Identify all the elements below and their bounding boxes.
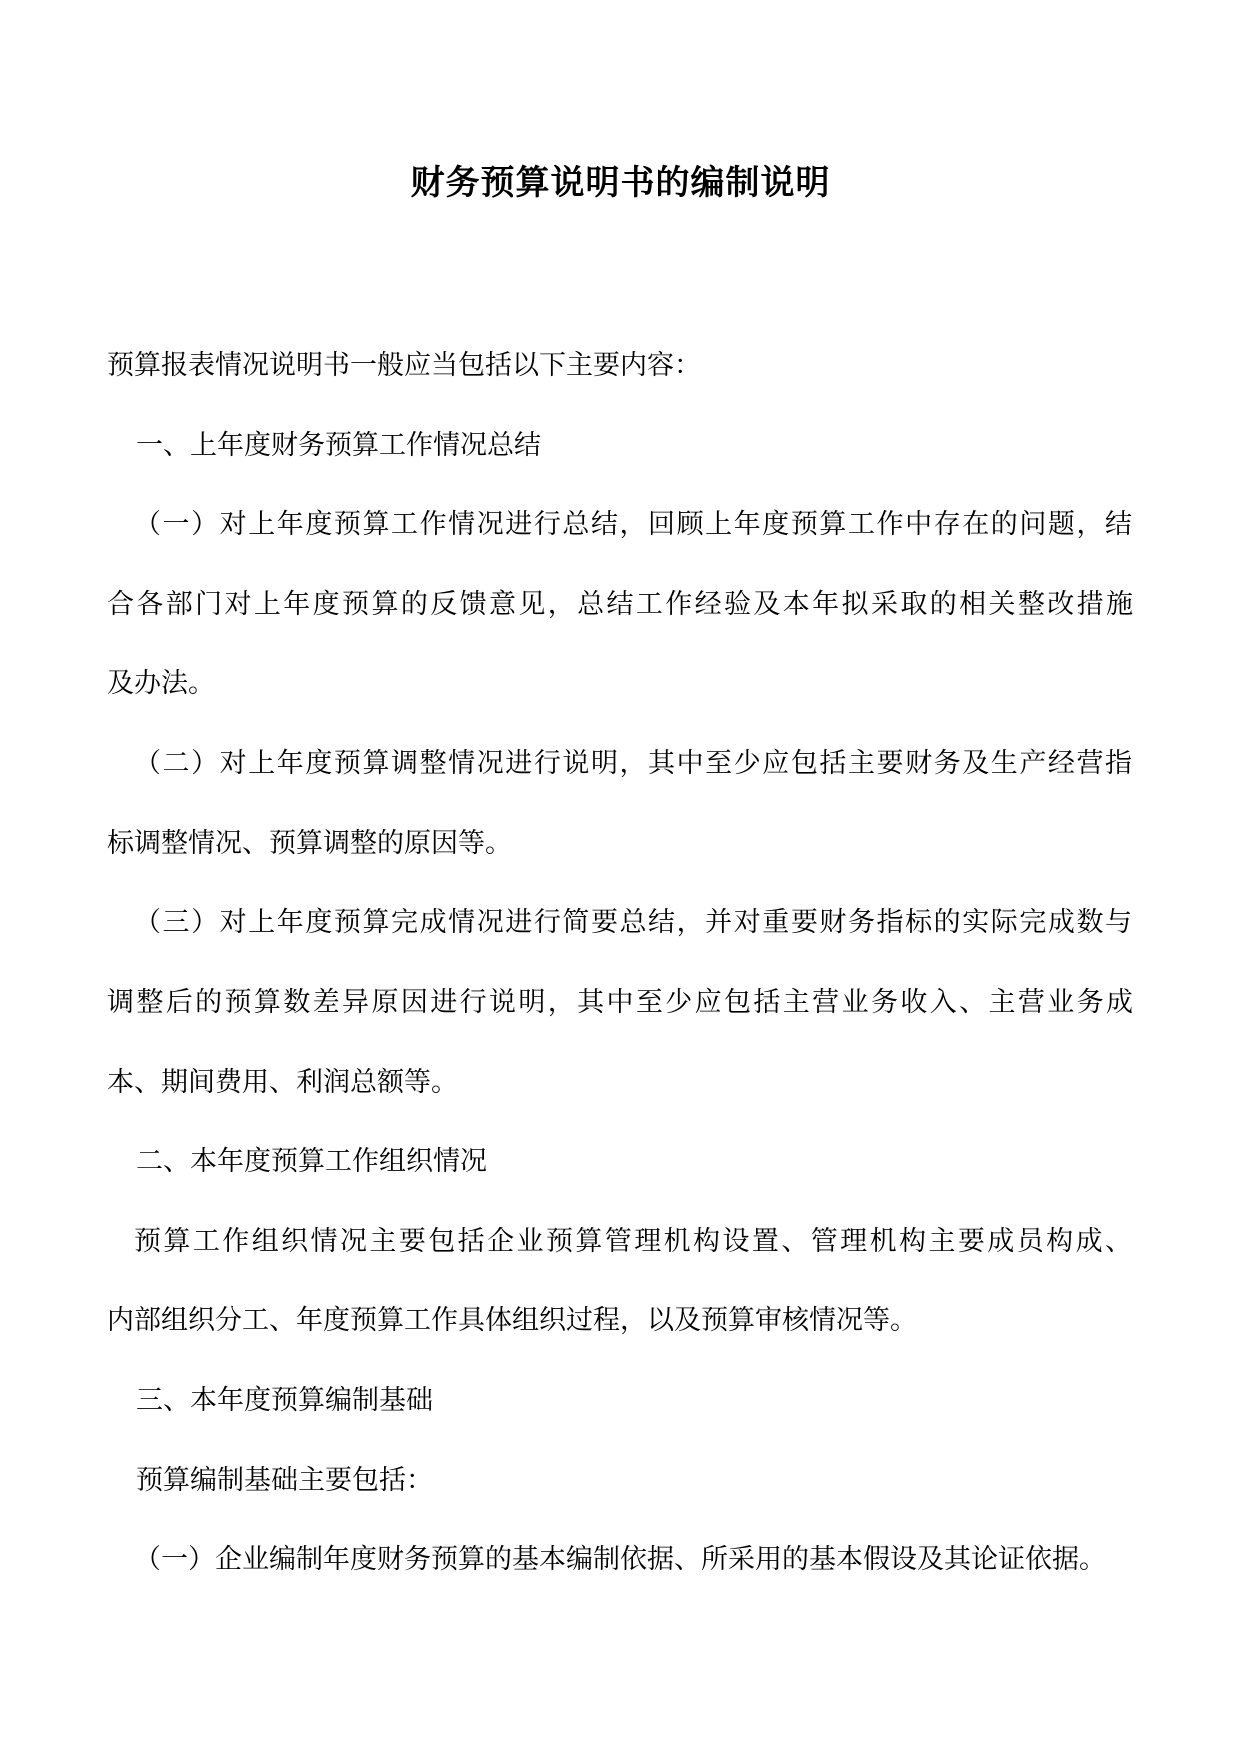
text-line: 及办法。 (107, 668, 215, 699)
text-line: 内部组织分工、年度预算工作具体组织过程，以及预算审核情况等。 (107, 1305, 917, 1336)
document-title: 财务预算说明书的编制说明 (410, 163, 831, 203)
text-line: （一）对上年度预算工作情况进行总结，回顾上年度预算工作中存在的问题，结 (134, 509, 1132, 540)
text-line: 预算编制基础主要包括： (136, 1465, 433, 1496)
text-line: 二、本年度预算工作组织情况 (136, 1146, 487, 1177)
text-line: 预算报表情况说明书一般应当包括以下主要内容： (107, 350, 701, 381)
text-line: 合各部门对上年度预算的反馈意见，总结工作经验及本年拟采取的相关整改措施 (107, 589, 1133, 620)
text-line: 标调整情况、预算调整的原因等。 (107, 828, 512, 859)
text-line: （一）企业编制年度财务预算的基本编制依据、所采用的基本假设及其论证依据。 (134, 1544, 1106, 1575)
text-line: 三、本年度预算编制基础 (136, 1385, 433, 1416)
text-line: 一、上年度财务预算工作情况总结 (136, 430, 541, 461)
text-line: 调整后的预算数差异原因进行说明，其中至少应包括主营业务收入、主营业务成 (107, 987, 1133, 1018)
text-line: 本、期间费用、利润总额等。 (107, 1067, 458, 1098)
text-line: （三）对上年度预算完成情况进行简要总结，并对重要财务指标的实际完成数与 (134, 907, 1132, 938)
text-line: （二）对上年度预算调整情况进行说明，其中至少应包括主要财务及生产经营指 (134, 748, 1132, 779)
text-line: 预算工作组织情况主要包括企业预算管理机构设置、管理机构主要成员构成、 (134, 1226, 1132, 1257)
